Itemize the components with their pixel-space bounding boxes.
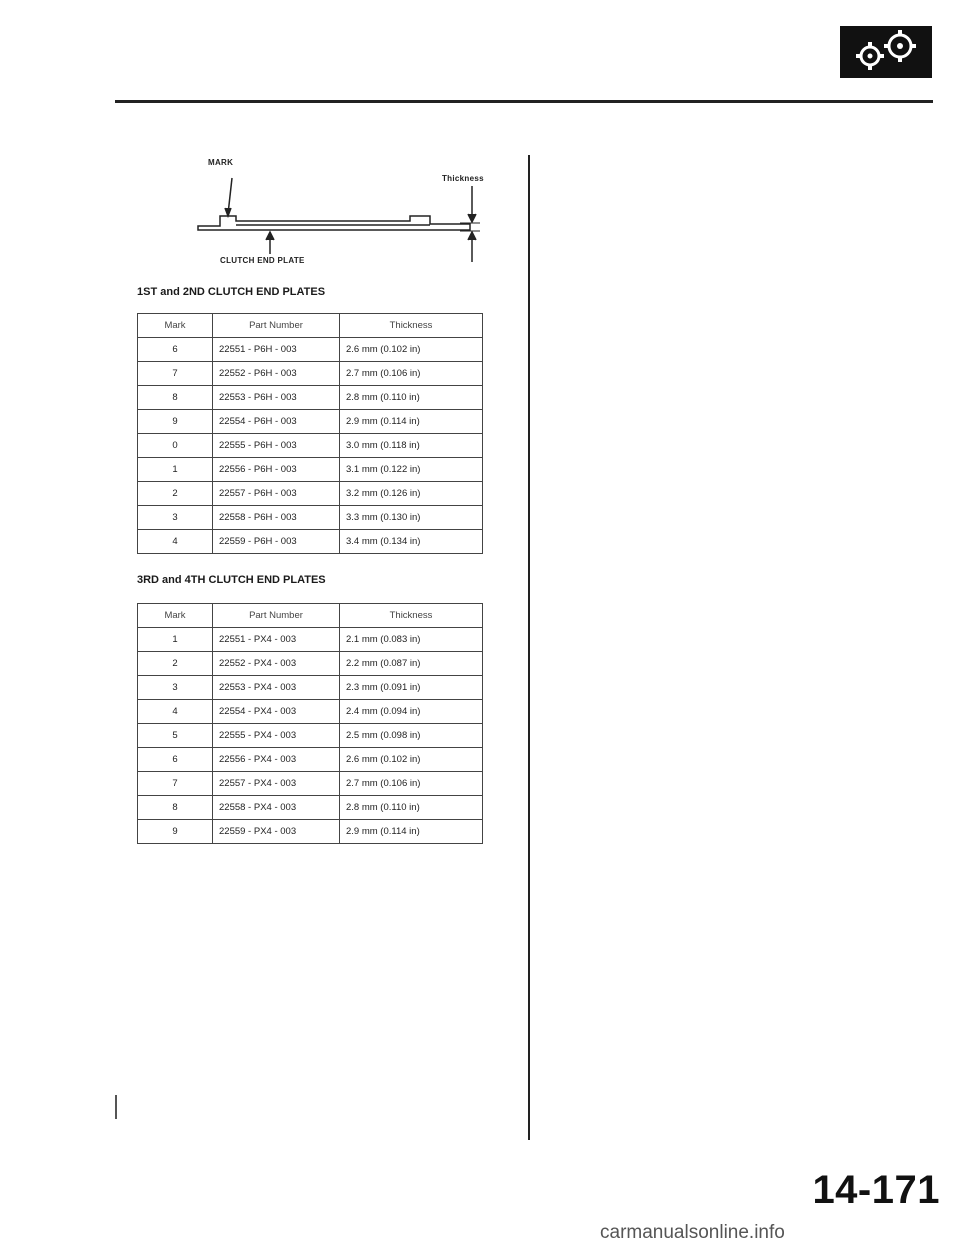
cell-mark: 3 <box>138 506 213 530</box>
cell-part-number: 22558 - PX4 - 003 <box>213 796 340 820</box>
cell-part-number: 22555 - P6H - 003 <box>213 434 340 458</box>
table-row <box>138 748 483 772</box>
table-row <box>138 410 483 434</box>
cell-part-number: 22554 - P6H - 003 <box>213 410 340 434</box>
table-row <box>138 652 483 676</box>
watermark: carmanualsonline.info <box>600 1222 785 1243</box>
clutch-end-plate-label: CLUTCH END PLATE <box>220 256 305 265</box>
cell-part-number: 22551 - P6H - 003 <box>213 338 340 362</box>
spec-table-3rd-4th <box>137 603 483 844</box>
page-number: 14-171 <box>812 1168 940 1212</box>
cell-thickness: 2.9 mm (0.114 in) <box>340 410 483 434</box>
margin-mark <box>115 1095 117 1119</box>
cell-thickness: 2.8 mm (0.110 in) <box>340 796 483 820</box>
column-divider <box>528 155 530 1140</box>
cell-thickness: 2.1 mm (0.083 in) <box>340 628 483 652</box>
cell-mark: 0 <box>138 434 213 458</box>
cell-part-number: 22551 - PX4 - 003 <box>213 628 340 652</box>
cell-mark: 7 <box>138 362 213 386</box>
cell-part-number: 22559 - P6H - 003 <box>213 530 340 554</box>
cell-thickness: 2.2 mm (0.087 in) <box>340 652 483 676</box>
cell-mark: 7 <box>138 772 213 796</box>
table-row <box>138 458 483 482</box>
cell-mark: 6 <box>138 748 213 772</box>
cell-part-number: 22556 - PX4 - 003 <box>213 748 340 772</box>
cell-thickness: 2.6 mm (0.102 in) <box>340 748 483 772</box>
table-header-row <box>138 604 483 628</box>
table-row <box>138 676 483 700</box>
cell-thickness: 3.3 mm (0.130 in) <box>340 506 483 530</box>
spec-table-1st-2nd <box>137 313 483 554</box>
cell-part-number: 22553 - PX4 - 003 <box>213 676 340 700</box>
cell-mark: 9 <box>138 820 213 844</box>
table-row <box>138 700 483 724</box>
cell-mark: 1 <box>138 458 213 482</box>
clutch-end-plate-diagram <box>180 150 520 280</box>
cell-part-number: 22559 - PX4 - 003 <box>213 820 340 844</box>
cell-mark: 2 <box>138 482 213 506</box>
cell-part-number: 22557 - PX4 - 003 <box>213 772 340 796</box>
cell-thickness: 2.7 mm (0.106 in) <box>340 772 483 796</box>
cell-thickness: 2.8 mm (0.110 in) <box>340 386 483 410</box>
cell-thickness: 2.4 mm (0.094 in) <box>340 700 483 724</box>
cell-part-number: 22554 - PX4 - 003 <box>213 700 340 724</box>
table-row <box>138 362 483 386</box>
column-header-part-number: Part Number <box>213 604 340 628</box>
cell-thickness: 2.3 mm (0.091 in) <box>340 676 483 700</box>
transmission-gear-icon <box>840 26 932 78</box>
header-rule <box>115 100 933 103</box>
cell-mark: 1 <box>138 628 213 652</box>
column-header-mark: Mark <box>138 604 213 628</box>
cell-thickness: 3.4 mm (0.134 in) <box>340 530 483 554</box>
section-title-1st-2nd: 1ST and 2ND CLUTCH END PLATES <box>137 286 326 298</box>
table-row <box>138 434 483 458</box>
cell-mark: 4 <box>138 700 213 724</box>
cell-mark: 2 <box>138 652 213 676</box>
table-row <box>138 820 483 844</box>
column-header-thickness: Thickness <box>340 314 483 338</box>
cell-mark: 3 <box>138 676 213 700</box>
cell-mark: 8 <box>138 796 213 820</box>
cell-mark: 8 <box>138 386 213 410</box>
table-row <box>138 482 483 506</box>
column-header-mark: Mark <box>138 314 213 338</box>
cell-mark: 5 <box>138 724 213 748</box>
table-row <box>138 628 483 652</box>
cell-thickness: 2.5 mm (0.098 in) <box>340 724 483 748</box>
cell-thickness: 2.9 mm (0.114 in) <box>340 820 483 844</box>
table-row <box>138 506 483 530</box>
cell-thickness: 2.6 mm (0.102 in) <box>340 338 483 362</box>
cell-part-number: 22558 - P6H - 003 <box>213 506 340 530</box>
cell-mark: 9 <box>138 410 213 434</box>
table-row <box>138 530 483 554</box>
table-row <box>138 338 483 362</box>
cell-part-number: 22552 - PX4 - 003 <box>213 652 340 676</box>
cell-mark: 4 <box>138 530 213 554</box>
column-header-part-number: Part Number <box>213 314 340 338</box>
table-row <box>138 796 483 820</box>
cell-part-number: 22555 - PX4 - 003 <box>213 724 340 748</box>
cell-thickness: 3.2 mm (0.126 in) <box>340 482 483 506</box>
thickness-label: Thickness <box>442 174 484 183</box>
cell-part-number: 22557 - P6H - 003 <box>213 482 340 506</box>
cell-thickness: 3.1 mm (0.122 in) <box>340 458 483 482</box>
table-row <box>138 386 483 410</box>
cell-part-number: 22553 - P6H - 003 <box>213 386 340 410</box>
cell-thickness: 3.0 mm (0.118 in) <box>340 434 483 458</box>
mark-label: MARK <box>208 158 234 167</box>
table-header-row <box>138 314 483 338</box>
cell-mark: 6 <box>138 338 213 362</box>
cell-thickness: 2.7 mm (0.106 in) <box>340 362 483 386</box>
cell-part-number: 22556 - P6H - 003 <box>213 458 340 482</box>
table-row <box>138 724 483 748</box>
table-row <box>138 772 483 796</box>
section-title-3rd-4th: 3RD and 4TH CLUTCH END PLATES <box>137 574 326 586</box>
cell-part-number: 22552 - P6H - 003 <box>213 362 340 386</box>
column-header-thickness: Thickness <box>340 604 483 628</box>
